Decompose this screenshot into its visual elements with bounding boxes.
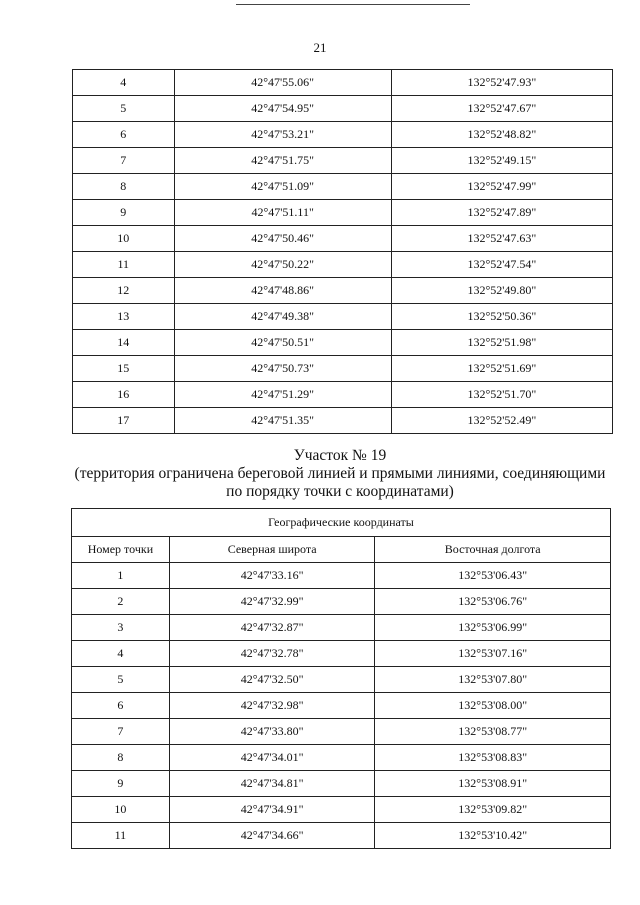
- point-number-cell: 7: [73, 148, 175, 174]
- latitude-cell: 42°47'51.29": [174, 382, 391, 408]
- longitude-cell: 132°52'47.93": [391, 70, 612, 96]
- table-row: [72, 615, 611, 641]
- table-row: [73, 200, 613, 226]
- longitude-cell: 132°53'06.99": [375, 615, 611, 641]
- longitude-cell: 132°52'51.69": [391, 356, 612, 382]
- column-header-point-number: Номер точки: [72, 537, 170, 563]
- longitude-cell: 132°52'51.98": [391, 330, 612, 356]
- latitude-cell: 42°47'34.66": [169, 823, 375, 849]
- latitude-cell: 42°47'34.91": [169, 797, 375, 823]
- section-description-line-1: (территория ограничена береговой линией и прямыми линиями, соединяющими: [74, 465, 606, 482]
- point-number-cell: 15: [73, 356, 175, 382]
- table-row: [73, 356, 613, 382]
- table-row: [73, 148, 613, 174]
- table-row: [72, 563, 611, 589]
- latitude-cell: 42°47'32.78": [169, 641, 375, 667]
- latitude-cell: 42°47'51.09": [174, 174, 391, 200]
- point-number-cell: 5: [72, 667, 170, 693]
- point-number-cell: 17: [73, 408, 175, 434]
- latitude-cell: 42°47'50.46": [174, 226, 391, 252]
- table-row: [73, 408, 613, 434]
- table-row: [72, 693, 611, 719]
- point-number-cell: 5: [73, 96, 175, 122]
- column-header-latitude: Северная широта: [169, 537, 375, 563]
- latitude-cell: 42°47'55.06": [174, 70, 391, 96]
- point-number-cell: 9: [73, 200, 175, 226]
- longitude-cell: 132°52'47.63": [391, 226, 612, 252]
- table-row: [72, 589, 611, 615]
- column-header-row: [72, 537, 611, 563]
- latitude-cell: 42°47'51.75": [174, 148, 391, 174]
- table-row: [72, 667, 611, 693]
- point-number-cell: 7: [72, 719, 170, 745]
- point-number-cell: 8: [73, 174, 175, 200]
- point-number-cell: 12: [73, 278, 175, 304]
- point-number-cell: 3: [72, 615, 170, 641]
- table-row: [73, 122, 613, 148]
- table-row: [72, 797, 611, 823]
- point-number-cell: 1: [72, 563, 170, 589]
- table-row: [73, 96, 613, 122]
- coordinates-table-continued: [72, 69, 613, 434]
- coordinates-table-section-19: [71, 508, 611, 849]
- longitude-cell: 132°52'47.67": [391, 96, 612, 122]
- longitude-cell: 132°53'09.82": [375, 797, 611, 823]
- point-number-cell: 4: [72, 641, 170, 667]
- latitude-cell: 42°47'32.98": [169, 693, 375, 719]
- latitude-cell: 42°47'54.95": [174, 96, 391, 122]
- group-header-row: [72, 509, 611, 537]
- table-row: [72, 641, 611, 667]
- longitude-cell: 132°53'08.83": [375, 745, 611, 771]
- table-row: [73, 278, 613, 304]
- table-row: [72, 719, 611, 745]
- table-row: [73, 304, 613, 330]
- section-title: Участок № 19: [293, 447, 387, 464]
- point-number-cell: 4: [73, 70, 175, 96]
- longitude-cell: 132°53'06.43": [375, 563, 611, 589]
- longitude-cell: 132°52'49.15": [391, 148, 612, 174]
- section-description-line-2: по порядку точки с координатами): [226, 483, 454, 500]
- table-row: [72, 745, 611, 771]
- latitude-cell: 42°47'32.99": [169, 589, 375, 615]
- point-number-cell: 11: [72, 823, 170, 849]
- longitude-cell: 132°53'07.16": [375, 641, 611, 667]
- latitude-cell: 42°47'32.50": [169, 667, 375, 693]
- longitude-cell: 132°52'48.82": [391, 122, 612, 148]
- latitude-cell: 42°47'51.35": [174, 408, 391, 434]
- longitude-cell: 132°53'07.80": [375, 667, 611, 693]
- longitude-cell: 132°53'06.76": [375, 589, 611, 615]
- longitude-cell: 132°52'47.89": [391, 200, 612, 226]
- longitude-cell: 132°52'51.70": [391, 382, 612, 408]
- latitude-cell: 42°47'50.73": [174, 356, 391, 382]
- top-rule: [236, 4, 470, 5]
- longitude-cell: 132°52'47.99": [391, 174, 612, 200]
- point-number-cell: 11: [73, 252, 175, 278]
- point-number-cell: 10: [72, 797, 170, 823]
- point-number-cell: 13: [73, 304, 175, 330]
- point-number-cell: 9: [72, 771, 170, 797]
- latitude-cell: 42°47'53.21": [174, 122, 391, 148]
- latitude-cell: 42°47'33.16": [169, 563, 375, 589]
- longitude-cell: 132°52'50.36": [391, 304, 612, 330]
- table-row: [72, 771, 611, 797]
- latitude-cell: 42°47'33.80": [169, 719, 375, 745]
- point-number-cell: 16: [73, 382, 175, 408]
- latitude-cell: 42°47'32.87": [169, 615, 375, 641]
- point-number-cell: 6: [72, 693, 170, 719]
- latitude-cell: 42°47'50.51": [174, 330, 391, 356]
- table-body: [72, 563, 611, 849]
- longitude-cell: 132°52'52.49": [391, 408, 612, 434]
- point-number-cell: 8: [72, 745, 170, 771]
- longitude-cell: 132°53'08.77": [375, 719, 611, 745]
- latitude-cell: 42°47'49.38": [174, 304, 391, 330]
- table-row: [73, 382, 613, 408]
- latitude-cell: 42°47'51.11": [174, 200, 391, 226]
- table-row: [73, 226, 613, 252]
- latitude-cell: 42°47'34.01": [169, 745, 375, 771]
- longitude-cell: 132°53'08.00": [375, 693, 611, 719]
- column-header-longitude: Восточная долгота: [375, 537, 611, 563]
- table-row: [73, 252, 613, 278]
- section-heading: [60, 447, 620, 501]
- table-row: [73, 330, 613, 356]
- latitude-cell: 42°47'48.86": [174, 278, 391, 304]
- table-row: [72, 823, 611, 849]
- page-number: 21: [313, 40, 327, 55]
- table-body: [73, 70, 613, 434]
- table-header: [72, 509, 611, 563]
- longitude-cell: 132°53'08.91": [375, 771, 611, 797]
- table-row: [73, 174, 613, 200]
- point-number-cell: 2: [72, 589, 170, 615]
- point-number-cell: 14: [73, 330, 175, 356]
- group-header-cell: Географические координаты: [72, 509, 611, 537]
- latitude-cell: 42°47'50.22": [174, 252, 391, 278]
- latitude-cell: 42°47'34.81": [169, 771, 375, 797]
- longitude-cell: 132°53'10.42": [375, 823, 611, 849]
- longitude-cell: 132°52'49.80": [391, 278, 612, 304]
- table-row: [73, 70, 613, 96]
- point-number-cell: 10: [73, 226, 175, 252]
- longitude-cell: 132°52'47.54": [391, 252, 612, 278]
- point-number-cell: 6: [73, 122, 175, 148]
